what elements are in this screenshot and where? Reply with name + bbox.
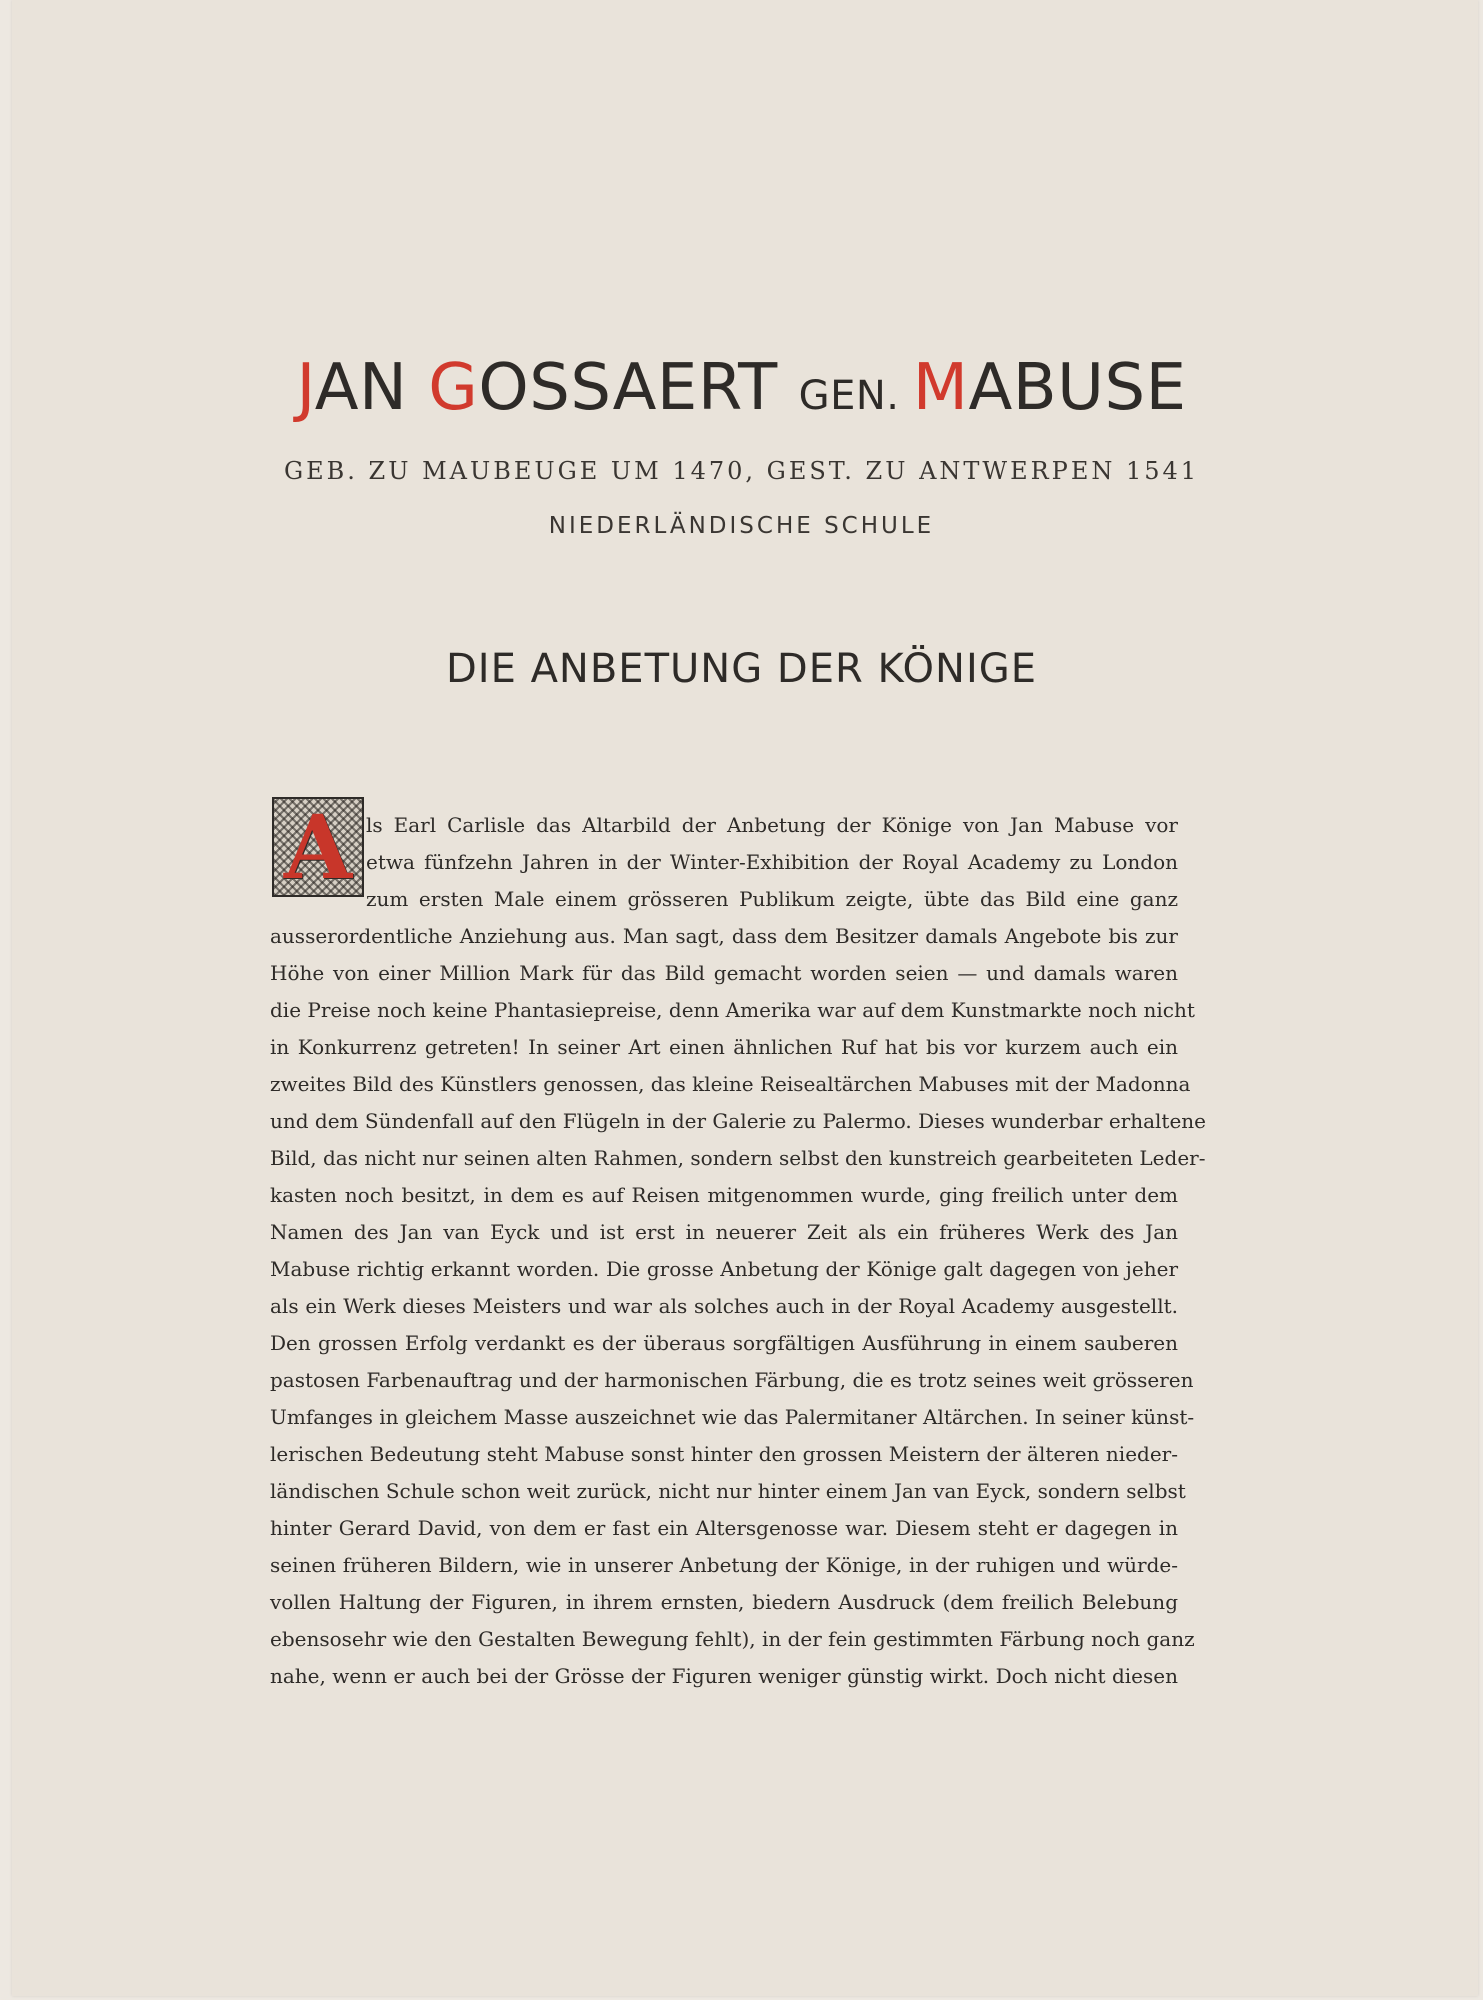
body-text-line: lerischen Bedeutung steht Mabuse sonst hinter den grossen Meistern der älteren nieder-	[270, 1442, 1178, 1466]
body-text-line: und dem Sündenfall auf den Flügeln in der Galerie zu Palermo. Dieses wunderbar erhaltene	[270, 1109, 1207, 1133]
body-text-line: als ein Werk dieses Meisters und war als solches auch in der Royal Academy ausgestellt.	[270, 1294, 1178, 1318]
body-text-line: Den grossen Erfolg verdankt es der überaus sorgfältigen Ausführung in einem sauberen	[270, 1331, 1178, 1355]
body-text-line: kasten noch besitzt, in dem es auf Reisen mitgenommen wurde, ging freilich unter dem	[270, 1183, 1178, 1207]
title-text-an: AN	[314, 351, 429, 425]
title-initial-j: J	[296, 351, 315, 425]
body-text-line: die Preise noch keine Phantasiepreise, denn Amerika war auf dem Kunstmarkte noch nicht	[270, 998, 1195, 1022]
title-initial-g: G	[428, 351, 479, 425]
body-text-line: hinter Gerard David, von dem er fast ein Altersgenosse war. Diesem steht er dagegen in	[270, 1516, 1178, 1540]
body-text-line: ländischen Schule schon weit zurück, nicht nur hinter einem Jan van Eyck, sondern selbst	[270, 1479, 1186, 1503]
body-text-line: in Konkurrenz getreten! In seiner Art einen ähnlichen Ruf hat bis vor kurzem auch ein	[270, 1035, 1178, 1059]
body-text-line: zweites Bild des Künstlers genossen, das kleine Reisealtärchen Mabuses mit der Madonna	[270, 1072, 1191, 1096]
page-title	[0, 348, 1483, 436]
subtitle-school: NIEDERLÄNDISCHE SCHULE	[548, 513, 935, 539]
body-text-line: ebensosehr wie den Gestalten Bewegung fehlt), in der fein gestimmten Färbung noch ganz	[270, 1627, 1195, 1651]
drop-cap-ornament	[272, 797, 364, 897]
body-text-line: zum ersten Male einem grösseren Publikum zeigte, übte das Bild eine ganz	[366, 887, 1178, 911]
title-text-gen: GEN.	[798, 373, 913, 419]
body-text-line: nahe, wenn er auch bei der Grösse der Figuren weniger günstig wirkt. Doch nicht diesen	[270, 1664, 1178, 1688]
body-text-line: vollen Haltung der Figuren, in ihrem ernsten, biedern Ausdruck (dem freilich Belebung	[270, 1590, 1178, 1614]
body-text-line: pastosen Farbenauftrag und der harmonischen Färbung, die es trotz seines weit grösseren	[270, 1368, 1194, 1392]
section-heading: DIE ANBETUNG DER KÖNIGE	[445, 646, 1038, 692]
title-text-ossaert: OSSAERT	[478, 351, 799, 425]
drop-cap-letter: A	[283, 797, 353, 897]
body-text-line: Namen des Jan van Eyck und ist erst in neuerer Zeit als ein früheres Werk des Jan	[270, 1220, 1178, 1244]
title-text-abuse: ABUSE	[968, 351, 1187, 425]
subtitle-dates: GEB. ZU MAUBEUGE UM 1470, GEST. ZU ANTWERPEN 1541	[283, 457, 1200, 485]
body-text-line: etwa fünfzehn Jahren in der Winter-Exhibition der Royal Academy zu London	[366, 850, 1178, 874]
body-text-line: Mabuse richtig erkannt worden. Die grosse Anbetung der Könige galt dagegen von jeher	[270, 1257, 1178, 1281]
body-text-line: Bild, das nicht nur seinen alten Rahmen, sondern selbst den kunstreich gearbeiteten Leder-	[270, 1146, 1206, 1170]
body-text-line: Höhe von einer Million Mark für das Bild gemacht worden seien — und damals waren	[270, 961, 1178, 985]
body-text-line: Umfanges in gleichem Masse auszeichnet wie das Palermitaner Altärchen. In seiner künst-	[270, 1405, 1195, 1429]
title-initial-m: M	[912, 351, 969, 425]
body-text-line: seinen früheren Bildern, wie in unserer Anbetung der Könige, in der ruhigen und würde-	[270, 1553, 1178, 1577]
body-text-line: ausserordentliche Anziehung aus. Man sagt, dass dem Besitzer damals Angebote bis zur	[270, 924, 1178, 948]
body-text-line: ls Earl Carlisle das Altarbild der Anbetung der Könige von Jan Mabuse vor	[366, 813, 1178, 837]
